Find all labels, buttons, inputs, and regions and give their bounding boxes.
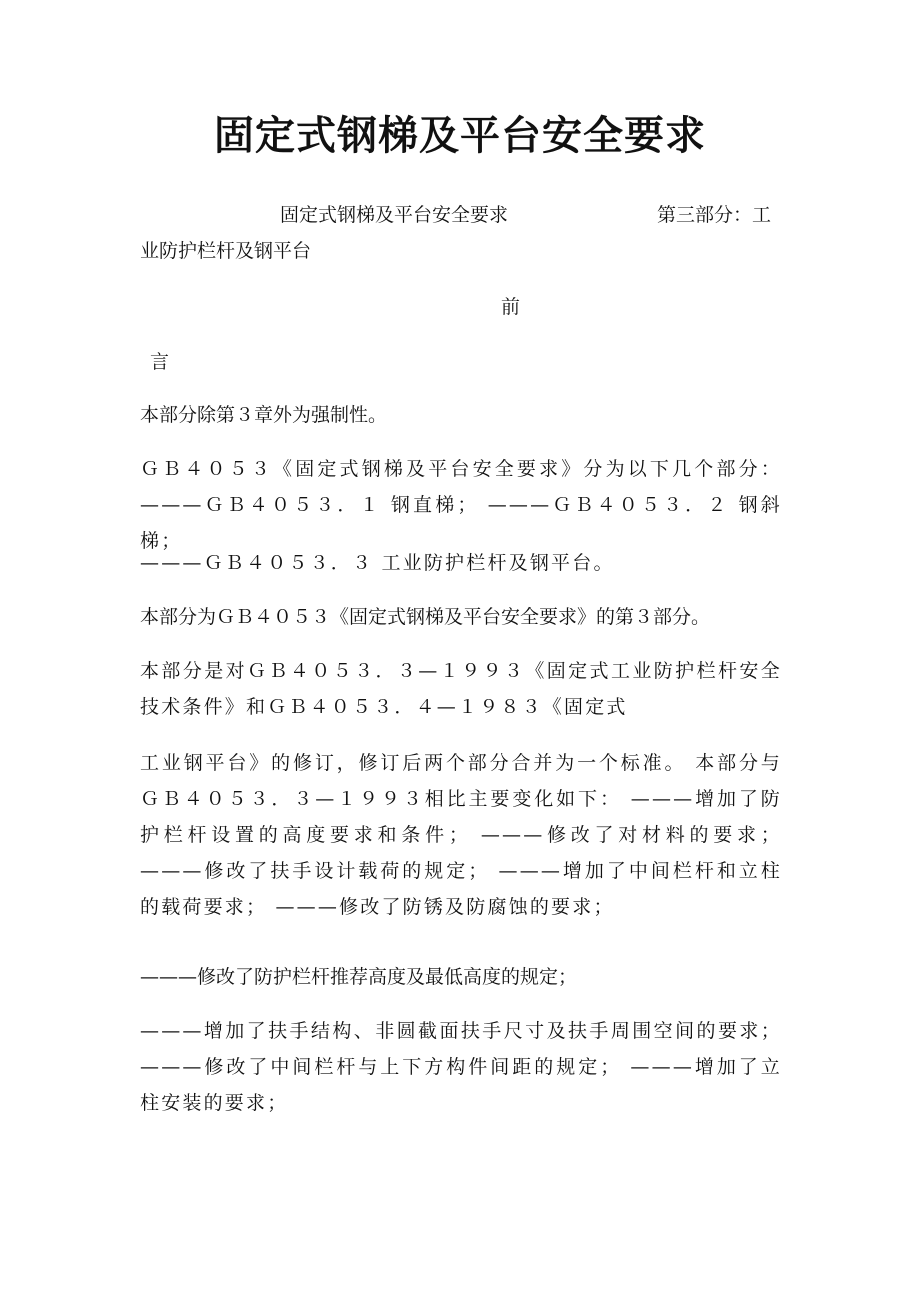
subtitle-right: 第三部分：工 [657,204,772,226]
heading-qian: 前 [501,296,521,318]
paragraph: ———ＧＢ４０５３．３ 工业防护栏杆及钢平台。 [140,552,615,574]
paragraph: 工业钢平台》的修订，修订后两个部分合并为一个标准。 本部分与ＧＢ４０５３．３—１９９３相比主要变化如下： ———增加了防护栏杆设置的高度要求和条件； ———修改了对材料的要求； ———修改了扶手设计载荷的规定； ———增加了中间栏杆和立柱的载荷要求； ———修改了防锈及防腐蚀的要求； [140,752,782,918]
heading-yan: 言 [150,351,170,373]
paragraph: 本部分除第３章外为强制性。 [140,404,388,426]
subtitle-continuation: 业防护栏杆及钢平台 [140,240,312,262]
paragraph: ———增加了扶手结构、非圆截面扶手尺寸及扶手周围空间的要求； ———修改了中间栏杆与上下方构件间距的规定； ———增加了立柱安装的要求； [140,1020,782,1114]
paragraph: ———修改了防护栏杆推荐高度及最低高度的规定； [140,966,578,988]
paragraph: 本部分是对ＧＢ４０５３．３—１９９３《固定式工业防护栏杆安全技术条件》和ＧＢ４０５３．４—１９８３《固定式 [140,660,782,718]
subtitle-left: 固定式钢梯及平台安全要求 [280,204,509,226]
paragraph: ＧＢ４０５３《固定式钢梯及平台安全要求》分为以下几个部分： ———ＧＢ４０５３．１ 钢直梯； ———ＧＢ４０５３．２ 钢斜梯； [140,458,782,552]
document-title: 固定式钢梯及平台安全要求 [214,112,706,159]
paragraph: 本部分为ＧＢ４０５３《固定式钢梯及平台安全要求》的第３部分。 [140,606,711,628]
